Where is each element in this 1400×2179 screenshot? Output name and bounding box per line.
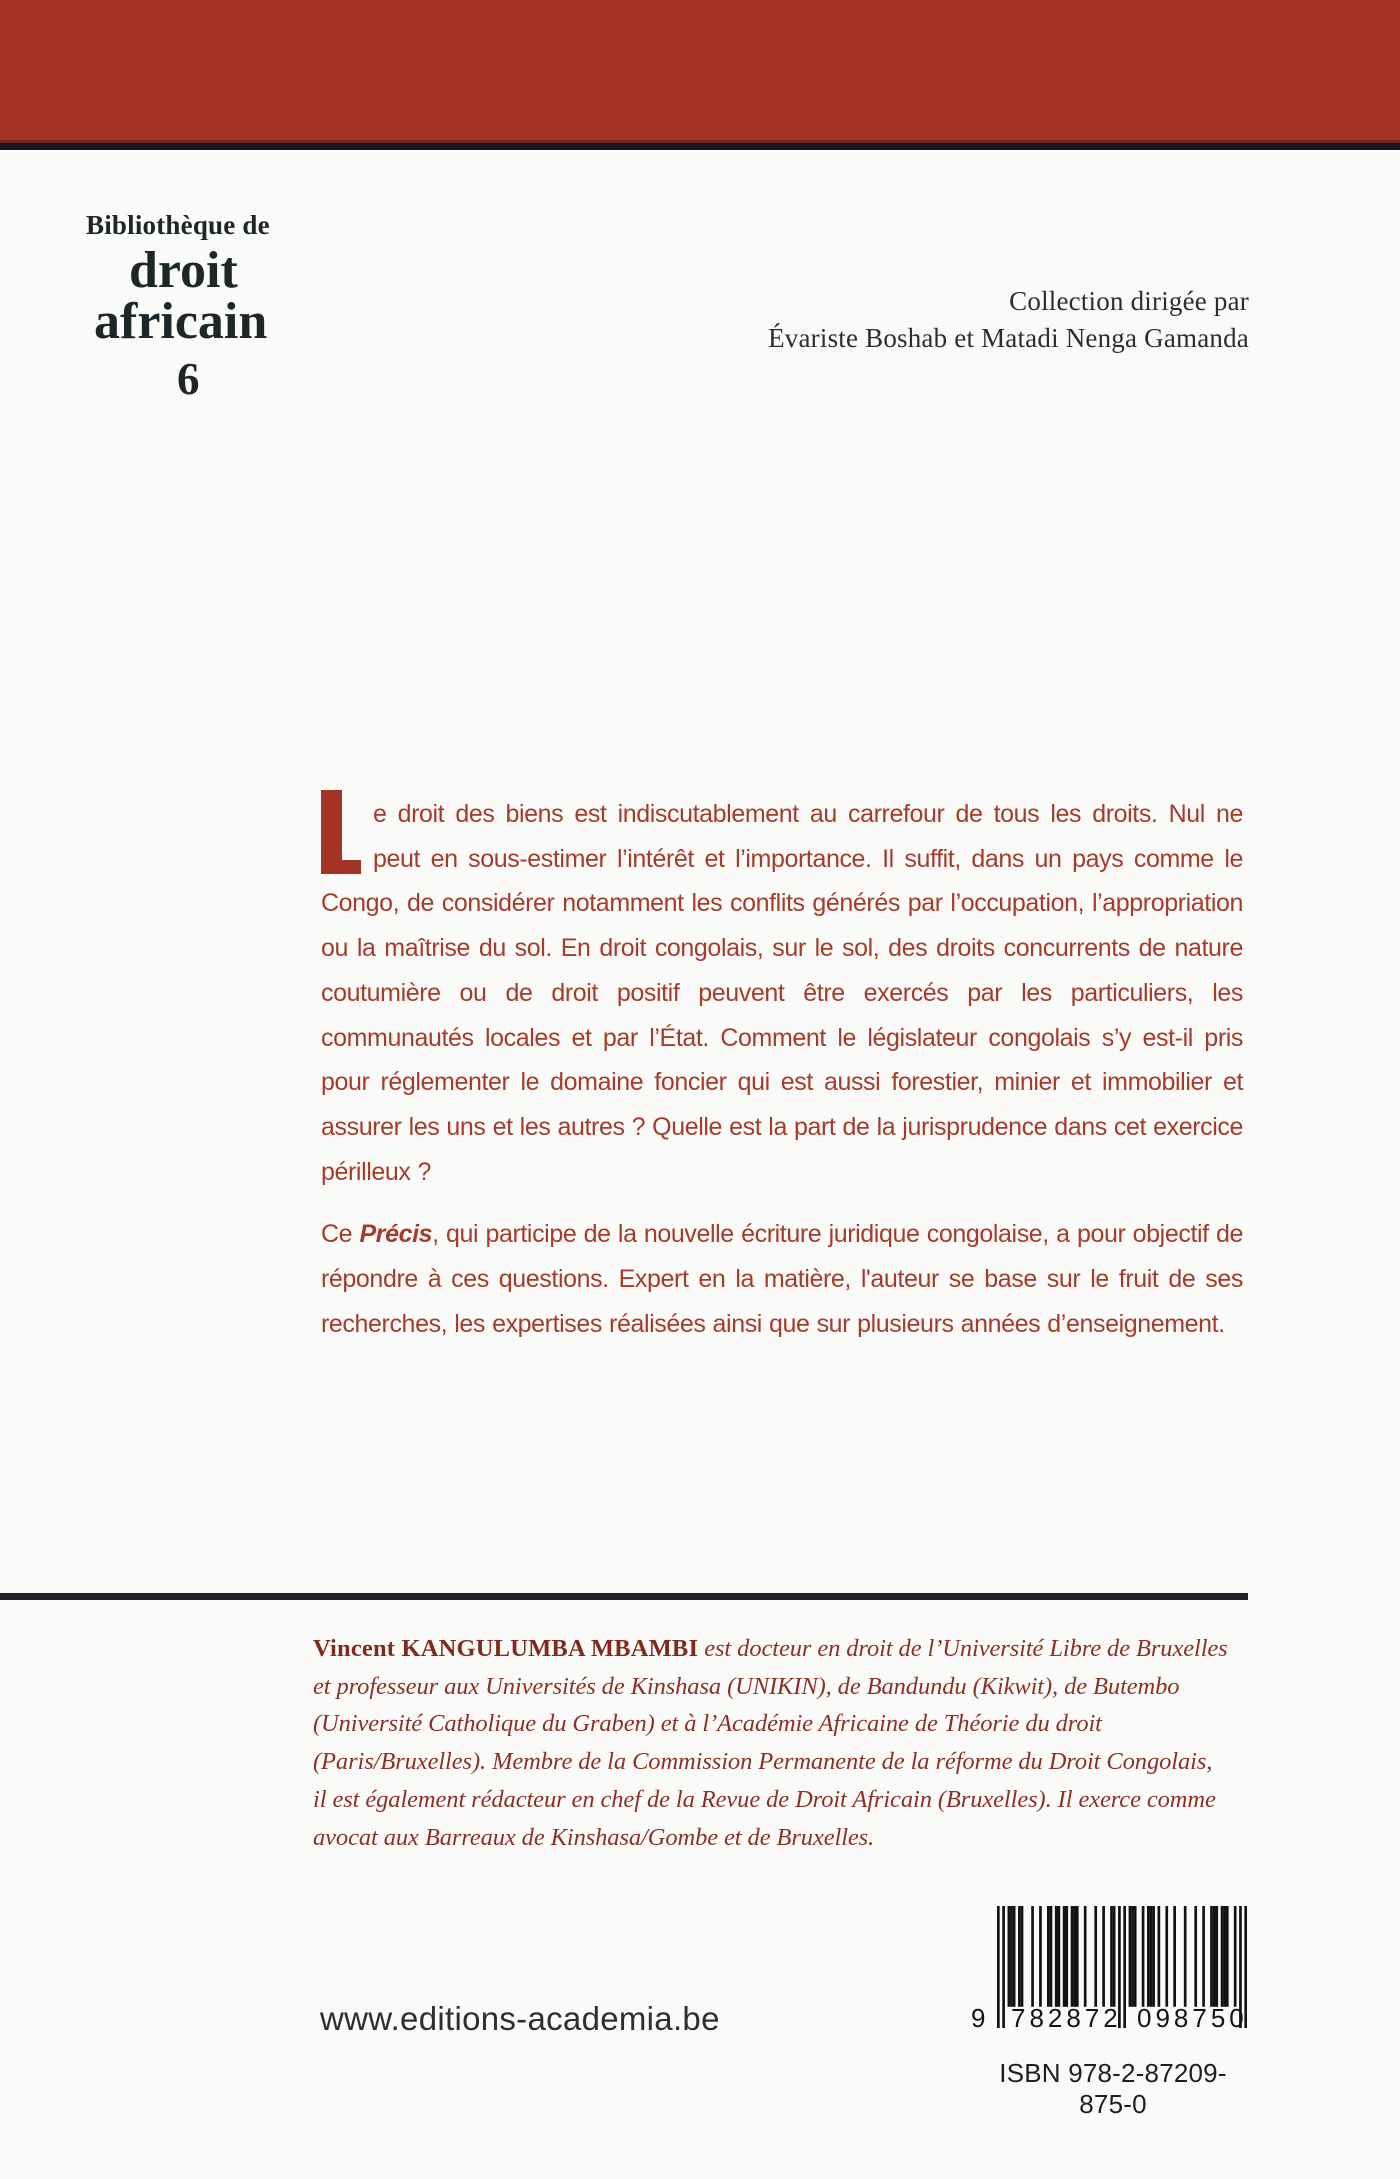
barcode-digit-first: 9	[971, 2003, 986, 2033]
precis-italic: Précis	[359, 1220, 433, 1249]
barcode-digits-right: 098750	[1137, 2003, 1248, 2033]
collection-line1: Collection dirigée par	[1009, 286, 1249, 316]
logo-series-number: 6	[177, 354, 200, 404]
collection-line2: Évariste Boshab et Matadi Nenga Gamanda	[768, 323, 1249, 353]
band-black-line	[0, 143, 1400, 150]
blurb-paragraph-2-text: , qui participe de la nouvelle écriture juridique congolaise, a pour objectif de répondre à ces questions. Expert en la matière, l'auteur se base sur le fruit de ses recherches, les expertises réalisées ainsi que sur plusieurs années d’enseignement.	[321, 1220, 1243, 1338]
author-bio-text: est docteur en droit de l’Université Libre de Bruxelles et professeur aux Universités de Kinshasa (UNIKIN), de Bandundu (Kikwit), de Butembo (Université Catholique du Graben) et à l’Académie Africaine de Théorie du droit (Paris/Bruxelles). Membre de la Commission Permanente de la réforme du Droit Congolais, il est également rédacteur en chef de la Revue de Droit Africain (Bruxelles). Il exerce comme avocat aux Barreaux de Kinshasa/Gombe et de Bruxelles.	[313, 1635, 1228, 1851]
divider-rule	[0, 1593, 1248, 1600]
blurb-paragraph-1	[321, 792, 1243, 1194]
blurb-paragraph-2: Ce Précis, qui participe de la nouvelle écriture juridique congolaise, a pour objectif de répondre à ces questions. Expert en la matière, l'auteur se base sur le fruit de ses recherches, les expertises réalisées ainsi que sur plusieurs années d’enseignement.	[321, 1220, 1243, 1338]
dropcap-letter	[321, 790, 361, 874]
logo-line-bibliotheque: Bibliothèque de	[86, 210, 270, 240]
collection-credit	[768, 283, 1249, 357]
author-bio	[313, 1630, 1231, 1856]
website-url: www.editions-academia.be	[320, 2000, 720, 2037]
author-name: Vincent KANGULUMBA MBAMBI	[313, 1635, 699, 1662]
top-red-band	[0, 0, 1400, 140]
barcode	[971, 1906, 1248, 2036]
logo-line-droit: droit	[129, 242, 238, 299]
isbn-label: ISBN 978-2-87209-875-0	[999, 2058, 1227, 2119]
blurb-paragraph-1-text: e droit des biens est indiscutablement au carrefour de tous les droits. Nul ne peut en sous-estimer l’intérêt et l’importance. Il suffit, dans un pays comme le Congo, de considérer notamment les conflits générés par l’occupation, l’appropriation ou la maîtrise du sol. En droit congolais, sur le sol, des droits concurrents de nature coutumière ou de droit positif peuvent être exercés par les particuliers, les communautés locales et par l’État. Comment le législateur congolais s’y est-il pris pour réglementer le domaine foncier qui est aussi forestier, minier et immobilier et assurer les uns et les autres ? Quelle est la part de la jurisprudence dans cet exercice périlleux ?	[321, 800, 1243, 1186]
back-cover-blurb	[321, 792, 1243, 1346]
logo-line-africain: africain	[94, 293, 268, 350]
barcode-digits-left: 782872	[1011, 2003, 1122, 2033]
